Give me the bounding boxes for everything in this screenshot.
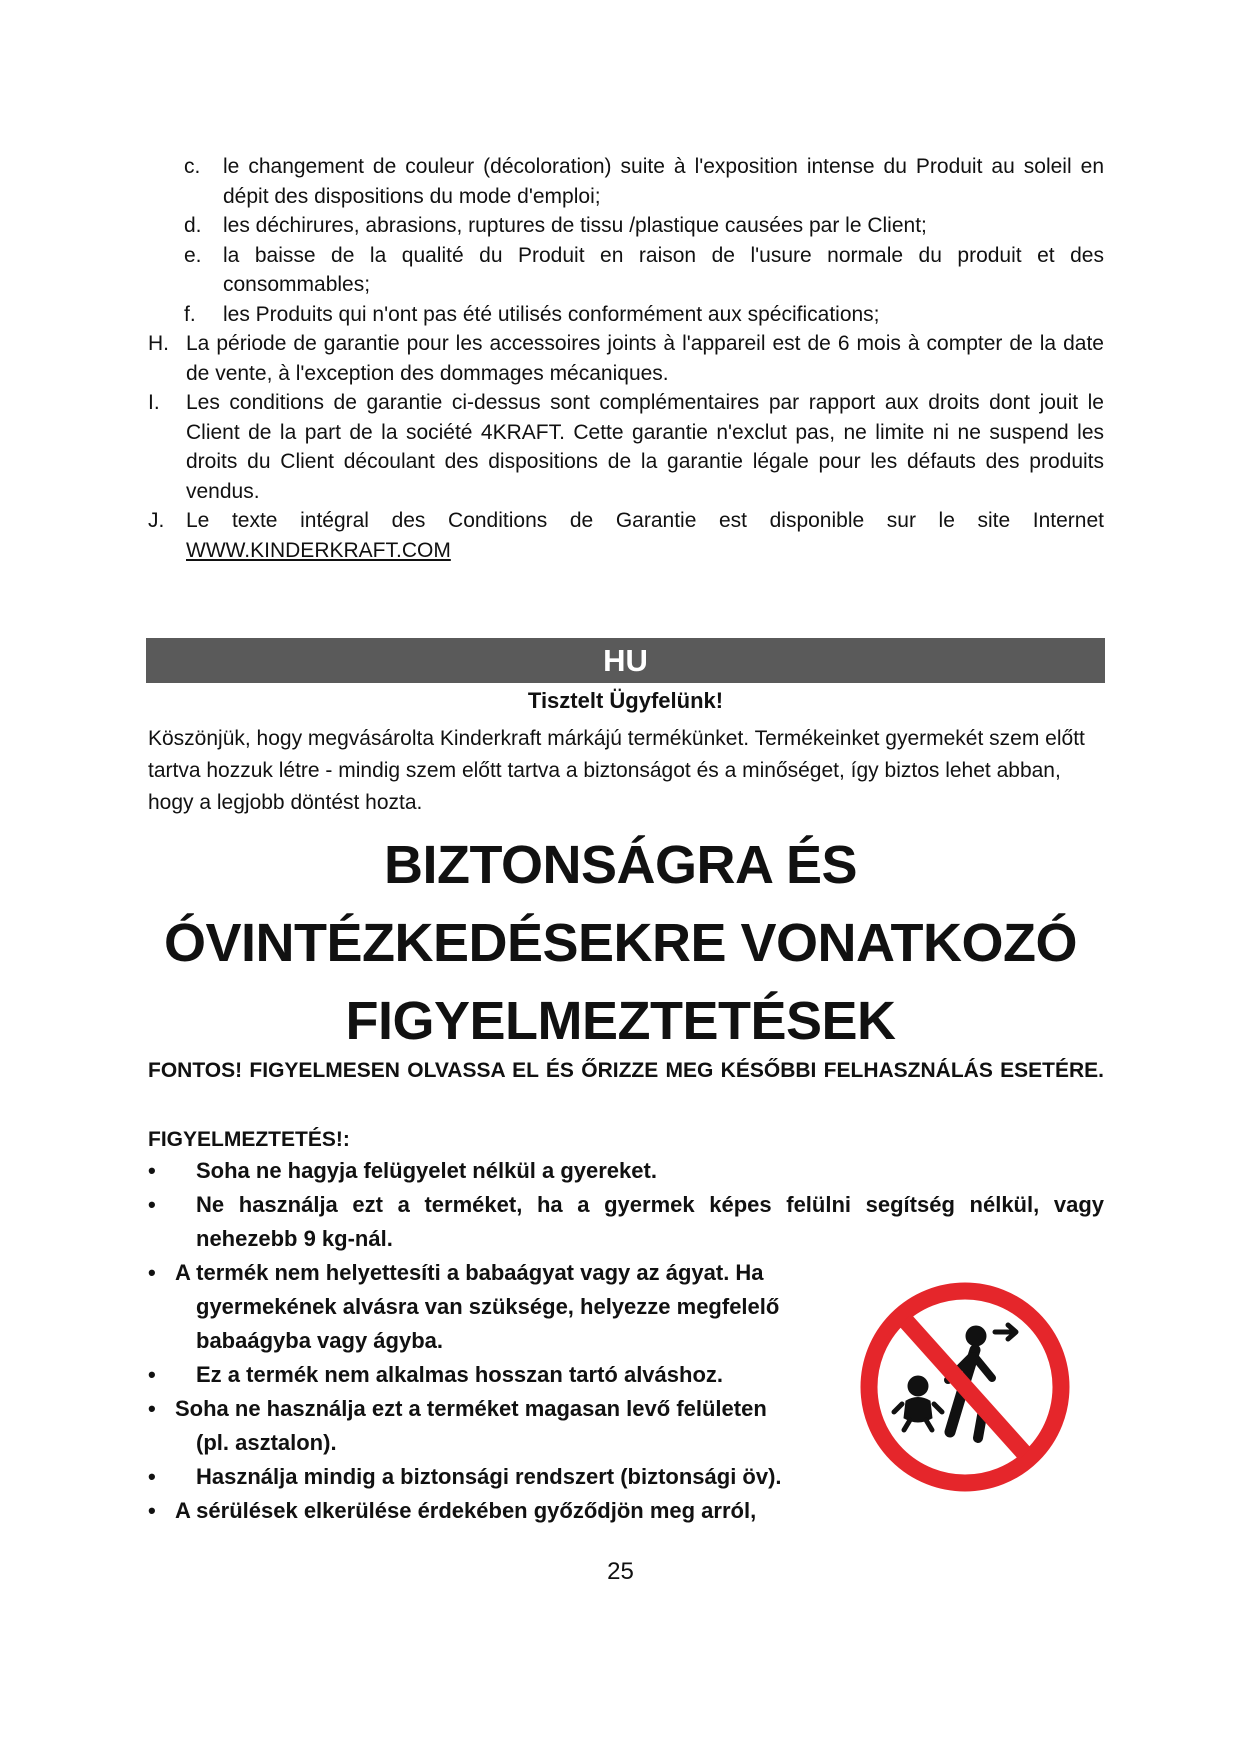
warning-item-continuation: (pl. asztalon). <box>196 1430 337 1455</box>
bullet-icon: • <box>148 1464 156 1489</box>
no-leaving-child-unattended-icon <box>858 1280 1072 1494</box>
bullet-icon: • <box>148 1158 156 1183</box>
fr-subitem-f <box>184 300 1104 330</box>
warning-item: • Használja mindig a biztonsági rendszert (biztonsági öv). <box>148 1460 1104 1494</box>
fr-item-j <box>148 506 1104 565</box>
subitem-marker: e. <box>184 243 202 267</box>
fr-subitem-d <box>184 211 1104 241</box>
fr-item-i <box>148 388 1104 506</box>
warning-item: • Ez a termék nem alkalmas hosszan tartó alváshoz. <box>148 1358 1104 1392</box>
language-section-header: HU <box>146 638 1105 683</box>
subitem-text: les Produits qui n'ont pas été utilisés conformément aux spécifications; <box>223 302 880 326</box>
subitem-marker: c. <box>184 155 201 178</box>
bullet-icon: • <box>148 1192 156 1217</box>
subitem-text: le changement de couleur (décoloration) suite à l'exposition intense du Produit au soleil en dépit des dispositions du mode d'emploi; <box>223 155 1104 208</box>
warning-item: • Soha ne hagyja felügyelet nélkül a gyereket. <box>148 1154 1104 1188</box>
subitem-text: la baisse de la qualité du Produit en raison de l'usure normale du produit et des consommables; <box>223 243 1104 296</box>
subitem-marker: d. <box>184 214 202 237</box>
item-text: Le texte intégral des Conditions de Garantie est disponible sur le site Internet <box>186 509 1104 532</box>
title-line: ÓVINTÉZKEDÉSEKRE VONATKOZÓ <box>163 913 1078 973</box>
fr-item-h <box>148 329 1104 388</box>
website-link[interactable]: WWW.KINDERKRAFT.COM <box>186 538 451 562</box>
bullet-icon: • <box>148 1396 156 1421</box>
subitem-text: les déchirures, abrasions, ruptures de tissu /plastique causées par le Client; <box>223 214 927 237</box>
fr-warranty-section <box>148 152 1104 565</box>
fr-subitem-c <box>184 152 1104 211</box>
warning-heading: FIGYELMEZTETÉS!: <box>148 1128 350 1151</box>
bullet-icon: • <box>148 1260 156 1285</box>
fr-subitem-e <box>184 241 1104 300</box>
bullet-icon: • <box>148 1362 156 1387</box>
item-marker: H. <box>148 332 169 355</box>
important-notice: FONTOS! FIGYELMESEN OLVASSA EL ÉS ŐRIZZE MEG KÉSŐBBI FELHASZNÁLÁS ESETÉRE. <box>148 1059 1104 1082</box>
intro-paragraph: Köszönjük, hogy megvásárolta Kinderkraft márkájú termékünket. Termékeinket gyermekét szem előtt tartva hozzuk létre - mindig szem előtt tartva a biztonságot és a minőséget, így biztos lehet abban, hogy a legjobb döntést hozta. <box>148 727 1085 814</box>
item-marker: I. <box>148 391 160 414</box>
warning-item: • Ne használja ezt a terméket, ha a gyermek képes felülni segítség nélkül, vagy nehezebb 9 kg-nál. <box>148 1188 1104 1256</box>
warning-item: • Soha ne használja ezt a terméket magasan levő felületen <box>148 1392 1104 1426</box>
item-text: La période de garantie pour les accessoires joints à l'appareil est de 6 mois à compter de la date de vente, à l'exception des dommages mécaniques. <box>186 332 1104 385</box>
subitem-marker: f. <box>184 302 196 326</box>
warning-item-continuation: gyermekének alvásra van szüksége, helyezze megfelelő babaágyba vagy ágyba. <box>196 1294 780 1353</box>
title-line: FIGYELMEZTETÉSEK <box>345 991 896 1051</box>
item-text: Les conditions de garantie ci-dessus sont complémentaires par rapport aux droits dont jouit le Client de la part de la société 4KRAFT. Cette garantie n'exclut pas, ne limite ni ne suspend les droits du Client découlant des dispositions de la garantie légale pour les défauts des produits vendus. <box>186 391 1104 503</box>
title-line: BIZTONSÁGRA ÉS <box>383 835 858 895</box>
item-marker: J. <box>148 509 165 532</box>
page-number: 25 <box>607 1558 634 1585</box>
warning-item: • A sérülések elkerülése érdekében győződjön meg arról, <box>148 1494 1104 1528</box>
greeting: Tisztelt Ügyfelünk! <box>527 688 724 713</box>
bullet-icon: • <box>148 1498 156 1523</box>
safety-warnings-title <box>100 826 1141 1060</box>
warning-item: • A termék nem helyettesíti a babaágyat vagy az ágyat. Ha <box>148 1256 1104 1290</box>
